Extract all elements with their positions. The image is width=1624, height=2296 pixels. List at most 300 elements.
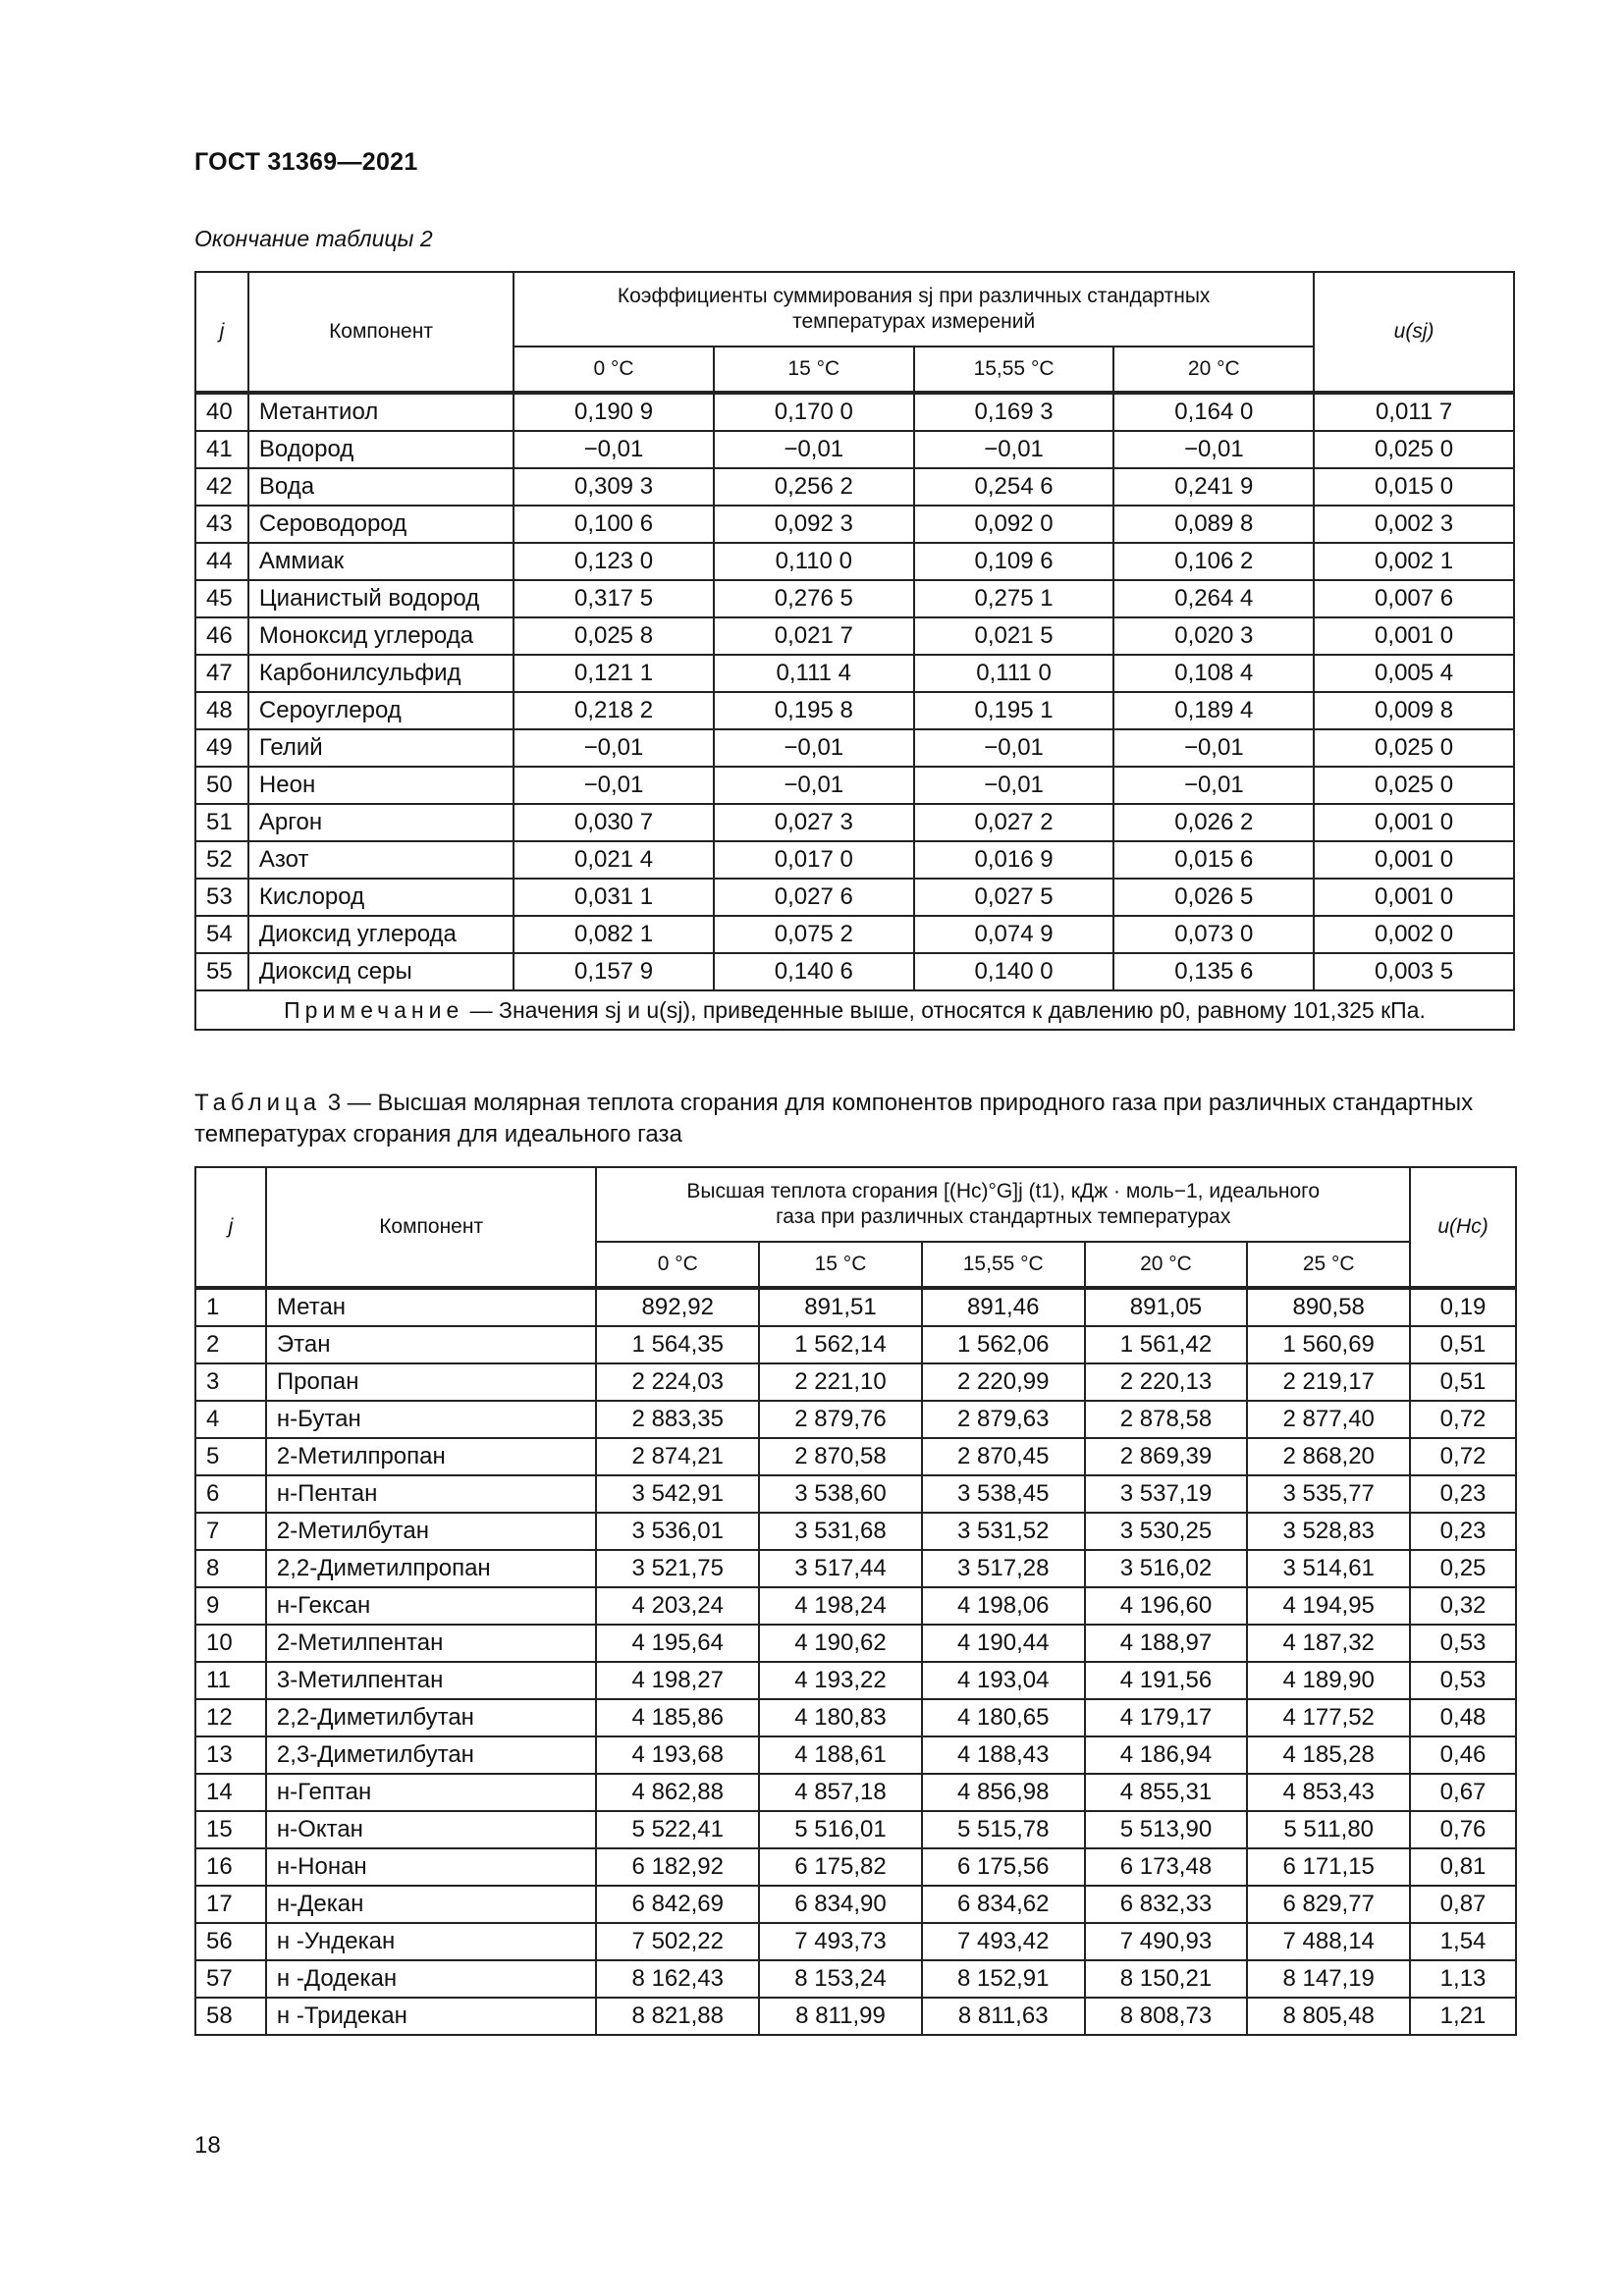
value-cell: 0,015 6 xyxy=(1113,841,1314,879)
component-name: Сероуглерод xyxy=(248,692,514,729)
page-number: 18 xyxy=(194,2132,221,2159)
component-name: 2,2-Диметилбутан xyxy=(266,1699,596,1736)
row-index: 54 xyxy=(195,916,248,953)
component-name: 2,2-Диметилпропан xyxy=(266,1550,596,1587)
row-index: 3 xyxy=(195,1363,266,1401)
value-cell: 1 564,35 xyxy=(596,1326,759,1363)
uncertainty-cell: 1,54 xyxy=(1410,1923,1516,1960)
column-header-component: Компонент xyxy=(266,1167,596,1288)
value-cell: 4 187,32 xyxy=(1247,1625,1410,1662)
component-name: Гелий xyxy=(248,729,514,767)
uncertainty-cell: 0,002 0 xyxy=(1314,916,1514,953)
value-cell: 891,05 xyxy=(1085,1288,1248,1326)
uncertainty-cell: 0,001 0 xyxy=(1314,841,1514,879)
value-cell: −0,01 xyxy=(514,767,714,804)
uncertainty-cell: 0,72 xyxy=(1410,1401,1516,1438)
column-header-j: j xyxy=(195,272,248,393)
value-cell: 3 538,60 xyxy=(759,1475,922,1513)
component-name: Метантиол xyxy=(248,393,514,431)
uncertainty-cell: 0,002 1 xyxy=(1314,543,1514,580)
row-index: 51 xyxy=(195,804,248,841)
value-cell: 0,092 0 xyxy=(914,506,1114,543)
value-cell: 0,264 4 xyxy=(1113,580,1314,617)
table3-caption-text: 3 — Высшая молярная теплота сгорания для компонентов природного газа при различных стандартных температурах сгорания для идеального газа xyxy=(194,1090,1474,1148)
column-header-u: u(sj) xyxy=(1314,272,1514,393)
component-name: н -Додекан xyxy=(266,1960,596,1998)
value-cell: 0,309 3 xyxy=(514,468,714,506)
value-cell: 1 561,42 xyxy=(1085,1326,1248,1363)
value-cell: 4 186,94 xyxy=(1085,1736,1248,1774)
value-cell: 0,123 0 xyxy=(514,543,714,580)
value-cell: 4 857,18 xyxy=(759,1774,922,1811)
value-cell: 0,121 1 xyxy=(514,655,714,692)
row-index: 40 xyxy=(195,393,248,431)
value-cell: 0,254 6 xyxy=(914,468,1114,506)
table-row xyxy=(195,1438,1516,1475)
value-cell: 4 185,86 xyxy=(596,1699,759,1736)
value-cell: 6 171,15 xyxy=(1247,1848,1410,1886)
uncertainty-cell: 0,46 xyxy=(1410,1736,1516,1774)
table-row xyxy=(195,1326,1516,1363)
uncertainty-cell: 0,007 6 xyxy=(1314,580,1514,617)
value-cell: 4 188,43 xyxy=(922,1736,1085,1774)
table-row xyxy=(195,1475,1516,1513)
value-cell: 6 842,69 xyxy=(596,1886,759,1923)
component-name: н-Бутан xyxy=(266,1401,596,1438)
table-row xyxy=(195,1848,1516,1886)
row-index: 56 xyxy=(195,1923,266,1960)
value-cell: 0,276 5 xyxy=(714,580,914,617)
value-cell: −0,01 xyxy=(514,431,714,468)
value-cell: 0,140 0 xyxy=(914,953,1114,990)
uncertainty-cell: 0,72 xyxy=(1410,1438,1516,1475)
value-cell: 4 853,43 xyxy=(1247,1774,1410,1811)
value-cell: 1 560,69 xyxy=(1247,1326,1410,1363)
value-cell: 0,025 8 xyxy=(514,617,714,655)
table-row xyxy=(195,506,1514,543)
uncertainty-cell: 0,011 7 xyxy=(1314,393,1514,431)
value-cell: 4 190,62 xyxy=(759,1625,922,1662)
value-cell: 4 193,22 xyxy=(759,1662,922,1699)
value-cell: 0,073 0 xyxy=(1113,916,1314,953)
column-header-temp: 25 °C xyxy=(1247,1242,1410,1288)
component-name: Аммиак xyxy=(248,543,514,580)
table2-caption: Окончание таблицы 2 xyxy=(194,226,433,251)
column-header-temp: 0 °C xyxy=(596,1242,759,1288)
uncertainty-cell: 0,48 xyxy=(1410,1699,1516,1736)
value-cell: 0,195 1 xyxy=(914,692,1114,729)
row-index: 12 xyxy=(195,1699,266,1736)
column-header-temp: 15 °C xyxy=(759,1242,922,1288)
uncertainty-cell: 0,025 0 xyxy=(1314,767,1514,804)
value-cell: 4 180,83 xyxy=(759,1699,922,1736)
value-cell: 4 198,24 xyxy=(759,1587,922,1625)
row-index: 43 xyxy=(195,506,248,543)
value-cell: 2 869,39 xyxy=(1085,1438,1248,1475)
uncertainty-cell: 0,51 xyxy=(1410,1326,1516,1363)
table-row xyxy=(195,953,1514,990)
value-cell: 3 537,19 xyxy=(1085,1475,1248,1513)
column-group-header: Коэффициенты суммирования sj при различных стандартных температурах измерений xyxy=(514,272,1314,347)
component-name: Карбонилсульфид xyxy=(248,655,514,692)
row-index: 14 xyxy=(195,1774,266,1811)
value-cell: 8 805,48 xyxy=(1247,1998,1410,2035)
value-cell: 0,027 6 xyxy=(714,879,914,916)
value-cell: 2 883,35 xyxy=(596,1401,759,1438)
value-cell: 8 153,24 xyxy=(759,1960,922,1998)
row-index: 45 xyxy=(195,580,248,617)
component-name: Моноксид углерода xyxy=(248,617,514,655)
value-cell: 2 220,13 xyxy=(1085,1363,1248,1401)
value-cell: 0,027 3 xyxy=(714,804,914,841)
value-cell: 2 874,21 xyxy=(596,1438,759,1475)
value-cell: 0,026 2 xyxy=(1113,804,1314,841)
value-cell: 0,111 4 xyxy=(714,655,914,692)
column-header-temp: 15 °C xyxy=(714,347,914,393)
value-cell: 0,108 4 xyxy=(1113,655,1314,692)
uncertainty-cell: 0,025 0 xyxy=(1314,729,1514,767)
column-header-temp: 20 °C xyxy=(1085,1242,1248,1288)
value-cell: 4 188,61 xyxy=(759,1736,922,1774)
table-row xyxy=(195,1811,1516,1848)
component-name: н -Тридекан xyxy=(266,1998,596,2035)
table-row xyxy=(195,431,1514,468)
value-cell: 4 198,27 xyxy=(596,1662,759,1699)
value-cell: 2 870,58 xyxy=(759,1438,922,1475)
table-row xyxy=(195,580,1514,617)
uncertainty-cell: 0,001 0 xyxy=(1314,879,1514,916)
uncertainty-cell: 0,87 xyxy=(1410,1886,1516,1923)
value-cell: 8 152,91 xyxy=(922,1960,1085,1998)
component-name: Вода xyxy=(248,468,514,506)
value-cell: 0,157 9 xyxy=(514,953,714,990)
value-cell: 2 221,10 xyxy=(759,1363,922,1401)
table-row xyxy=(195,879,1514,916)
row-index: 9 xyxy=(195,1587,266,1625)
value-cell: 0,030 7 xyxy=(514,804,714,841)
table-row xyxy=(195,692,1514,729)
value-cell: 6 834,62 xyxy=(922,1886,1085,1923)
row-index: 49 xyxy=(195,729,248,767)
value-cell: 1 562,06 xyxy=(922,1326,1085,1363)
column-header-u: u(Hc) xyxy=(1410,1167,1516,1288)
value-cell: 3 528,83 xyxy=(1247,1513,1410,1550)
value-cell: 3 517,28 xyxy=(922,1550,1085,1587)
value-cell: 7 488,14 xyxy=(1247,1923,1410,1960)
component-name: 2-Метилпентан xyxy=(266,1625,596,1662)
table-row xyxy=(195,468,1514,506)
value-cell: 4 193,68 xyxy=(596,1736,759,1774)
uncertainty-cell: 0,001 0 xyxy=(1314,804,1514,841)
value-cell: 0,106 2 xyxy=(1113,543,1314,580)
value-cell: 6 173,48 xyxy=(1085,1848,1248,1886)
value-cell: 4 195,64 xyxy=(596,1625,759,1662)
value-cell: 0,082 1 xyxy=(514,916,714,953)
value-cell: 891,51 xyxy=(759,1288,922,1326)
component-name: Диоксид углерода xyxy=(248,916,514,953)
value-cell: 0,027 2 xyxy=(914,804,1114,841)
value-cell: 5 513,90 xyxy=(1085,1811,1248,1848)
value-cell: 2 879,63 xyxy=(922,1401,1085,1438)
value-cell: 4 203,24 xyxy=(596,1587,759,1625)
table-row xyxy=(195,1736,1516,1774)
value-cell: 0,016 9 xyxy=(914,841,1114,879)
value-cell: 8 811,63 xyxy=(922,1998,1085,2035)
row-index: 4 xyxy=(195,1401,266,1438)
value-cell: −0,01 xyxy=(1113,431,1314,468)
value-cell: 3 521,75 xyxy=(596,1550,759,1587)
uncertainty-cell: 0,76 xyxy=(1410,1811,1516,1848)
table-row xyxy=(195,1886,1516,1923)
value-cell: 2 219,17 xyxy=(1247,1363,1410,1401)
value-cell: 2 877,40 xyxy=(1247,1401,1410,1438)
value-cell: 0,241 9 xyxy=(1113,468,1314,506)
value-cell: 890,58 xyxy=(1247,1288,1410,1326)
table-row xyxy=(195,655,1514,692)
table-row xyxy=(195,1625,1516,1662)
row-index: 15 xyxy=(195,1811,266,1848)
table-row xyxy=(195,393,1514,431)
component-name: Водород xyxy=(248,431,514,468)
table3-caption xyxy=(194,1088,1520,1150)
component-name: Сероводород xyxy=(248,506,514,543)
value-cell: 4 856,98 xyxy=(922,1774,1085,1811)
uncertainty-cell: 0,005 4 xyxy=(1314,655,1514,692)
value-cell: 0,195 8 xyxy=(714,692,914,729)
uncertainty-cell: 0,25 xyxy=(1410,1550,1516,1587)
component-name: 2-Метилпропан xyxy=(266,1438,596,1475)
value-cell: 3 531,52 xyxy=(922,1513,1085,1550)
component-name: н -Ундекан xyxy=(266,1923,596,1960)
note-label: Примечание xyxy=(284,996,464,1023)
column-header-temp: 0 °C xyxy=(514,347,714,393)
value-cell: 0,111 0 xyxy=(914,655,1114,692)
row-index: 42 xyxy=(195,468,248,506)
row-index: 7 xyxy=(195,1513,266,1550)
value-cell: 7 493,73 xyxy=(759,1923,922,1960)
row-index: 2 xyxy=(195,1326,266,1363)
value-cell: 8 821,88 xyxy=(596,1998,759,2035)
column-header-temp: 15,55 °C xyxy=(922,1242,1085,1288)
component-name: н-Гептан xyxy=(266,1774,596,1811)
value-cell: 0,275 1 xyxy=(914,580,1114,617)
uncertainty-cell: 0,001 0 xyxy=(1314,617,1514,655)
value-cell: 7 493,42 xyxy=(922,1923,1085,1960)
value-cell: 3 535,77 xyxy=(1247,1475,1410,1513)
value-cell: −0,01 xyxy=(714,431,914,468)
uncertainty-cell: 0,53 xyxy=(1410,1625,1516,1662)
table-row xyxy=(195,1550,1516,1587)
value-cell: 4 194,95 xyxy=(1247,1587,1410,1625)
value-cell: 4 193,04 xyxy=(922,1662,1085,1699)
value-cell: 891,46 xyxy=(922,1288,1085,1326)
row-index: 11 xyxy=(195,1662,266,1699)
uncertainty-cell: 0,025 0 xyxy=(1314,431,1514,468)
value-cell: 0,026 5 xyxy=(1113,879,1314,916)
uncertainty-cell: 0,51 xyxy=(1410,1363,1516,1401)
value-cell: 2 878,58 xyxy=(1085,1401,1248,1438)
row-index: 41 xyxy=(195,431,248,468)
uncertainty-cell: 0,19 xyxy=(1410,1288,1516,1326)
value-cell: 4 188,97 xyxy=(1085,1625,1248,1662)
value-cell: 0,020 3 xyxy=(1113,617,1314,655)
table-2 xyxy=(194,271,1515,1031)
value-cell: 0,169 3 xyxy=(914,393,1114,431)
value-cell: 0,075 2 xyxy=(714,916,914,953)
row-index: 16 xyxy=(195,1848,266,1886)
value-cell: 0,092 3 xyxy=(714,506,914,543)
value-cell: 5 511,80 xyxy=(1247,1811,1410,1848)
value-cell: 0,100 6 xyxy=(514,506,714,543)
table-row xyxy=(195,841,1514,879)
table-3 xyxy=(194,1166,1517,2036)
value-cell: 8 808,73 xyxy=(1085,1998,1248,2035)
component-name: 2-Метилбутан xyxy=(266,1513,596,1550)
table-row xyxy=(195,1288,1516,1326)
value-cell: 1 562,14 xyxy=(759,1326,922,1363)
value-cell: 5 522,41 xyxy=(596,1811,759,1848)
value-cell: 8 811,99 xyxy=(759,1998,922,2035)
value-cell: 4 196,60 xyxy=(1085,1587,1248,1625)
value-cell: 0,017 0 xyxy=(714,841,914,879)
value-cell: 7 502,22 xyxy=(596,1923,759,1960)
table-row xyxy=(195,916,1514,953)
table-row xyxy=(195,617,1514,655)
value-cell: 8 162,43 xyxy=(596,1960,759,1998)
uncertainty-cell: 0,015 0 xyxy=(1314,468,1514,506)
row-index: 53 xyxy=(195,879,248,916)
column-header-temp: 15,55 °C xyxy=(914,347,1114,393)
document-code: ГОСТ 31369—2021 xyxy=(194,148,418,176)
value-cell: −0,01 xyxy=(714,729,914,767)
note-row xyxy=(195,990,1514,1030)
value-cell: 2 224,03 xyxy=(596,1363,759,1401)
value-cell: 3 514,61 xyxy=(1247,1550,1410,1587)
value-cell: 4 189,90 xyxy=(1247,1662,1410,1699)
component-name: Диоксид серы xyxy=(248,953,514,990)
value-cell: 6 829,77 xyxy=(1247,1886,1410,1923)
value-cell: 0,021 7 xyxy=(714,617,914,655)
table-row xyxy=(195,1774,1516,1811)
table-row xyxy=(195,729,1514,767)
table-row xyxy=(195,1662,1516,1699)
component-name: 3-Метилпентан xyxy=(266,1662,596,1699)
component-name: Кислород xyxy=(248,879,514,916)
row-index: 8 xyxy=(195,1550,266,1587)
value-cell: 4 179,17 xyxy=(1085,1699,1248,1736)
value-cell: 7 490,93 xyxy=(1085,1923,1248,1960)
component-name: Азот xyxy=(248,841,514,879)
value-cell: 0,027 5 xyxy=(914,879,1114,916)
column-header-component: Компонент xyxy=(248,272,514,393)
uncertainty-cell: 0,23 xyxy=(1410,1513,1516,1550)
value-cell: 2 870,45 xyxy=(922,1438,1085,1475)
value-cell: 3 542,91 xyxy=(596,1475,759,1513)
value-cell: 3 531,68 xyxy=(759,1513,922,1550)
uncertainty-cell: 0,81 xyxy=(1410,1848,1516,1886)
row-index: 52 xyxy=(195,841,248,879)
value-cell: 0,089 8 xyxy=(1113,506,1314,543)
note-text: — Значения sj и u(sj), приведенные выше, относятся к давлению p0, равному 101,325 кПа. xyxy=(469,996,1426,1023)
table-row xyxy=(195,1998,1516,2035)
row-index: 48 xyxy=(195,692,248,729)
value-cell: 0,110 0 xyxy=(714,543,914,580)
value-cell: −0,01 xyxy=(1113,729,1314,767)
value-cell: −0,01 xyxy=(914,729,1114,767)
value-cell: 6 834,90 xyxy=(759,1886,922,1923)
uncertainty-cell: 0,002 3 xyxy=(1314,506,1514,543)
table-row xyxy=(195,543,1514,580)
value-cell: −0,01 xyxy=(514,729,714,767)
table-row xyxy=(195,1960,1516,1998)
component-name: Неон xyxy=(248,767,514,804)
value-cell: 0,164 0 xyxy=(1113,393,1314,431)
component-name: Пропан xyxy=(266,1363,596,1401)
component-name: н-Гексан xyxy=(266,1587,596,1625)
row-index: 47 xyxy=(195,655,248,692)
value-cell: 4 190,44 xyxy=(922,1625,1085,1662)
column-group-header: Высшая теплота сгорания [(Hc)°G]j (t1), кДж · моль−1, идеального газа при различных стандартных температурах xyxy=(596,1167,1410,1242)
value-cell: 8 150,21 xyxy=(1085,1960,1248,1998)
note-cell xyxy=(195,990,1514,1030)
value-cell: 0,256 2 xyxy=(714,468,914,506)
uncertainty-cell: 1,21 xyxy=(1410,1998,1516,2035)
component-name: н-Октан xyxy=(266,1811,596,1848)
value-cell: 6 182,92 xyxy=(596,1848,759,1886)
value-cell: 3 530,25 xyxy=(1085,1513,1248,1550)
table-row xyxy=(195,1587,1516,1625)
column-header-temp: 20 °C xyxy=(1113,347,1314,393)
row-index: 57 xyxy=(195,1960,266,1998)
value-cell: 0,021 5 xyxy=(914,617,1114,655)
uncertainty-cell: 0,32 xyxy=(1410,1587,1516,1625)
value-cell: 4 191,56 xyxy=(1085,1662,1248,1699)
value-cell: 0,190 9 xyxy=(514,393,714,431)
value-cell: −0,01 xyxy=(1113,767,1314,804)
table-row xyxy=(195,804,1514,841)
table-row xyxy=(195,767,1514,804)
value-cell: 3 516,02 xyxy=(1085,1550,1248,1587)
value-cell: 4 862,88 xyxy=(596,1774,759,1811)
component-name: Метан xyxy=(266,1288,596,1326)
uncertainty-cell: 0,003 5 xyxy=(1314,953,1514,990)
value-cell: −0,01 xyxy=(914,767,1114,804)
value-cell: 0,031 1 xyxy=(514,879,714,916)
value-cell: 0,218 2 xyxy=(514,692,714,729)
row-index: 6 xyxy=(195,1475,266,1513)
value-cell: 2 879,76 xyxy=(759,1401,922,1438)
value-cell: 6 175,56 xyxy=(922,1848,1085,1886)
value-cell: 5 516,01 xyxy=(759,1811,922,1848)
value-cell: 4 855,31 xyxy=(1085,1774,1248,1811)
value-cell: 0,189 4 xyxy=(1113,692,1314,729)
row-index: 44 xyxy=(195,543,248,580)
component-name: 2,3-Диметилбутан xyxy=(266,1736,596,1774)
value-cell: 6 175,82 xyxy=(759,1848,922,1886)
value-cell: 892,92 xyxy=(596,1288,759,1326)
value-cell: 4 198,06 xyxy=(922,1587,1085,1625)
value-cell: 0,170 0 xyxy=(714,393,914,431)
row-index: 13 xyxy=(195,1736,266,1774)
table3-caption-label: Таблица xyxy=(194,1090,322,1116)
value-cell: 3 517,44 xyxy=(759,1550,922,1587)
value-cell: 2 868,20 xyxy=(1247,1438,1410,1475)
row-index: 1 xyxy=(195,1288,266,1326)
value-cell: 0,021 4 xyxy=(514,841,714,879)
uncertainty-cell: 0,67 xyxy=(1410,1774,1516,1811)
value-cell: 4 177,52 xyxy=(1247,1699,1410,1736)
table-row xyxy=(195,1699,1516,1736)
